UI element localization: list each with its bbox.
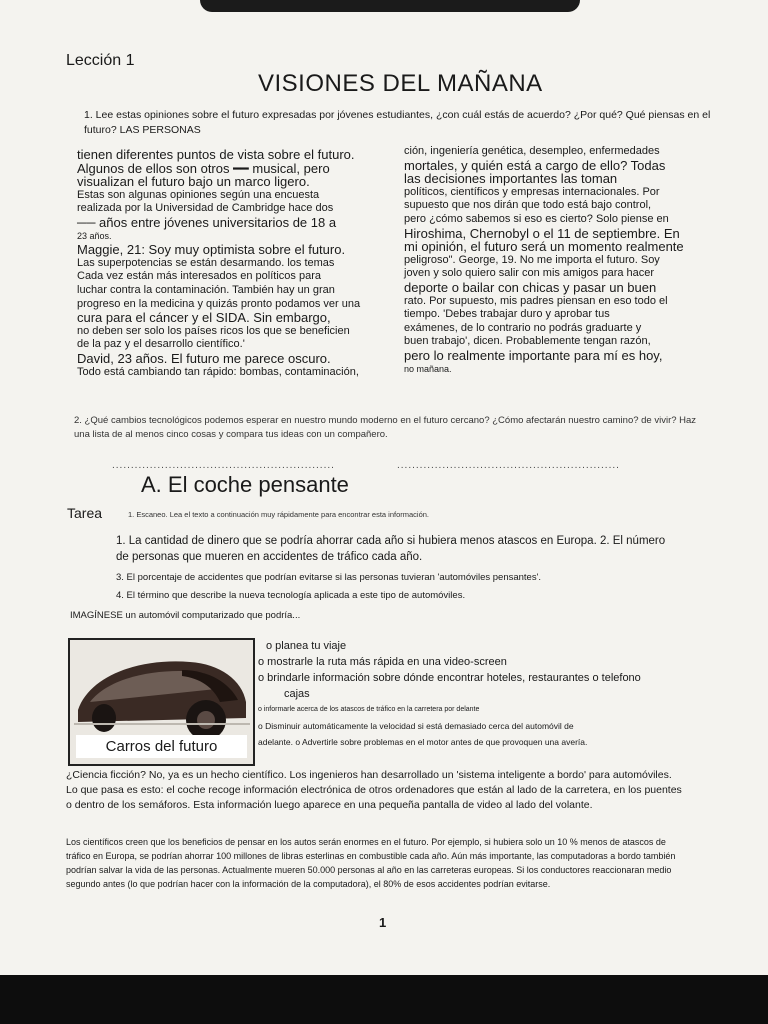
option-item: adelante. o Advertirle sobre problemas en el motor antes de que provoquen una avería.	[258, 737, 588, 747]
image-caption: Carros del futuro	[76, 735, 247, 758]
left-line: Algunos de ellos son otros ━━ musical, pero	[77, 160, 330, 176]
option-item: o Disminuir automáticamente la velocidad si está demasiado cerca del automóvil de	[258, 721, 574, 731]
right-line: rato. Por supuesto, mis padres piensan en eso todo el	[404, 294, 668, 307]
option-item: cajas	[284, 688, 310, 700]
left-line: Estas son algunas opiniones según una encuesta	[77, 188, 320, 201]
right-line: las decisiones importantes las toman	[404, 171, 618, 187]
left-line: realizada por la Universidad de Cambridge hace dos	[77, 202, 334, 215]
left-line: cura para el cáncer y el SIDA. Sin embargo,	[77, 310, 331, 326]
option-item: o brindarle información sobre dónde encontrar hoteles, restaurantes o telefono	[258, 672, 641, 684]
right-line: Hiroshima, Chernobyl o el 11 de septiembre. En	[404, 225, 680, 241]
future-car-image	[68, 638, 255, 766]
left-line: Maggie, 21: Soy muy optimista sobre el futuro.	[77, 242, 346, 258]
right-line: peligroso". George, 19. No me importa el futuro. Soy	[404, 253, 660, 266]
left-line: 23 años.	[77, 230, 112, 241]
right-line: joven y solo quiero salir con mis amigos para hacer	[404, 267, 655, 280]
lesson-label: Lección 1	[66, 52, 135, 69]
left-line: David, 23 años. El futuro me parece oscuro.	[77, 350, 331, 366]
left-line: luchar contra la contaminación. También hay un gran	[77, 283, 335, 296]
right-line: políticos, científicos y empresas internacionales. Por	[404, 185, 660, 198]
task-1-2: 1. La cantidad de dinero que se podría ahorrar cada año si hubiera menos atascos en Europa. 2. El número de personas que mueren en accidentes de tráfico cada año.	[116, 535, 666, 563]
right-line: supuesto que nos dirán que todo está bajo control,	[404, 199, 652, 212]
option-item: o informarle acerca de los atascos de tráfico en la carretera por delante	[258, 706, 480, 713]
right-line: no mañana.	[404, 363, 452, 374]
dotted-line-right: ...........................................................	[397, 460, 620, 471]
option-item: o mostrarle la ruta más rápida en una video-screen	[258, 656, 507, 668]
paragraph-2: Los científicos creen que los beneficios de pensar en los autos serán enormes en el futuro. Por ejemplo, si hubiera solo un 10 % menos de atascos de tráfico en Europa, se podrían ahorrar 100 millones de libras esterlinas en combustible cada año. Aún más importante, las computadoras a bordo también podrían salvar la vida de las personas. Actualmente mueren 50.000 personas al año en las carreteras europeas. Si los conductores reaccionaran medio segundo antes (lo que podrían hacer con la información de la computadora), el 80% de esos accidentes podrían evitarse.	[66, 837, 676, 889]
left-line: Las superpotencias se están desarmando. los temas	[77, 256, 335, 269]
right-line: pero ¿cómo sabemos si eso es cierto? Solo piense en	[404, 212, 669, 225]
left-line: ── años entre jóvenes universitarios de 18 a	[77, 214, 337, 230]
right-line: mi opinión, el futuro será un momento realmente	[404, 239, 684, 255]
left-line: visualizan el futuro bajo un marco ligero.	[77, 174, 310, 190]
dotted-line-left: ...........................................................	[112, 460, 335, 471]
left-line: tienen diferentes puntos de vista sobre el futuro.	[77, 147, 355, 162]
left-line: progreso en la medicina y quizás pronto podamos ver una	[77, 297, 361, 310]
right-line: pero lo realmente importante para mí es hoy,	[404, 347, 663, 363]
page-title: VISIONES DEL MAÑANA	[258, 70, 543, 97]
bottom-border	[0, 975, 768, 1024]
task-3: 3. El porcentaje de accidentes que podrían evitarse si las personas tuvieran 'automóviles pensantes'.	[116, 572, 542, 583]
right-line: buen trabajo', dicen. Probablemente tengan razón,	[404, 335, 651, 348]
page-number: 1	[379, 915, 387, 930]
paragraph-1: ¿Ciencia ficción? No, ya es un hecho científico. Los ingenieros han desarrollado un 'sistema inteligente a bordo' para automóviles. Lo que pasa es esto: el coche recoge información electrónica de otros ordenadores que están al lado de la carretera, en los puentes o dentro de los semáforos. Esta información luego aparece en una pequeña pantalla de video al lado del volante.	[66, 769, 682, 811]
tarea-instruction: 1. Escaneo. Lea el texto a continuación muy rápidamente para encontrar esta información.	[128, 510, 430, 519]
question-1: 1. Lee estas opiniones sobre el futuro expresadas por jóvenes estudiantes, ¿con cuál estás de acuerdo? ¿Por qué? Qué piensas en el futuro? LAS PERSONAS	[84, 109, 711, 136]
right-line: mortales, y quién está a cargo de ello? Todas	[404, 157, 666, 173]
option-item: o planea tu viaje	[266, 640, 347, 652]
question-2: 2. ¿Qué cambios tecnológicos podemos esperar en nuestro mundo moderno en el futuro cercano? ¿Cómo afectarán nuestro camino? de vivir? Haz una lista de al menos cinco cosas y compara tus ideas con un compañero.	[74, 415, 697, 440]
left-line: Todo está cambiando tan rápido: bombas, contaminación,	[77, 365, 359, 378]
tarea-label: Tarea	[67, 505, 103, 521]
left-line: de la paz y el desarrollo científico.'	[77, 338, 245, 351]
feature-options-list	[258, 638, 641, 750]
right-line: deporte o bailar con chicas y pasar un buen	[404, 279, 657, 295]
left-column	[77, 148, 377, 379]
left-line: Cada vez están más interesados en políticos para	[77, 270, 321, 283]
top-shadow	[200, 0, 580, 12]
right-line: ción, ingeniería genética, desempleo, enfermedades	[404, 145, 660, 157]
section-title: A. El coche pensante	[141, 472, 349, 497]
task-4: 4. El término que describe la nueva tecnología aplicada a este tipo de automóviles.	[116, 590, 466, 601]
right-line: tiempo. 'Debes trabajar duro y aprobar tus	[404, 308, 610, 321]
left-line: no deben ser solo los países ricos los que se beneficien	[77, 324, 350, 337]
imagine-heading: IMAGÍNESE un automóvil computarizado que podría...	[70, 610, 301, 621]
right-line: exámenes, de lo contrario no podrás graduarte y	[404, 321, 642, 334]
right-column	[404, 145, 714, 376]
